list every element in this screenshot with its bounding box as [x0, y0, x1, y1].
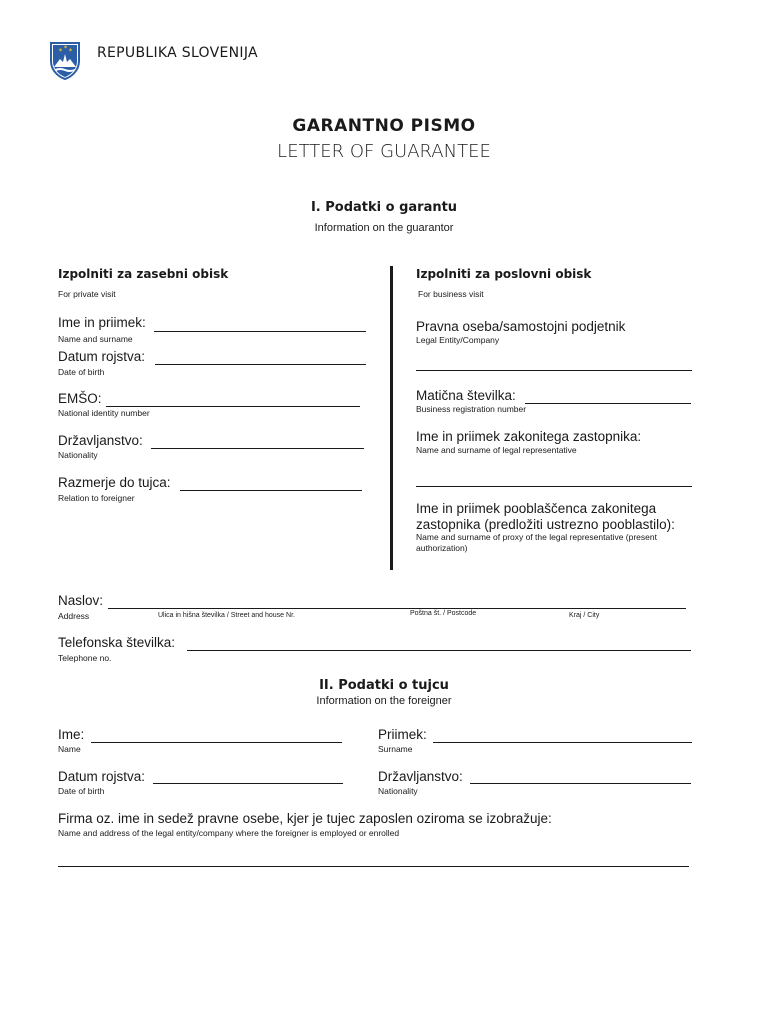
- foreigner-surname-label: Priimek:: [378, 727, 427, 742]
- employer-field[interactable]: [58, 866, 689, 867]
- section1-title: I. Podatki o garantu: [310, 200, 458, 215]
- guarantor-nationality-en: Nationality: [58, 450, 98, 460]
- foreigner-name-field[interactable]: [91, 742, 342, 743]
- section2-title: II. Podatki o tujcu: [319, 678, 449, 693]
- guarantor-name-label: Ime in priimek:: [58, 315, 146, 330]
- guarantor-dob-field[interactable]: [155, 364, 366, 365]
- guarantor-relation-en: Relation to foreigner: [58, 493, 135, 503]
- private-heading-en: For private visit: [58, 289, 116, 299]
- guarantor-relation-field[interactable]: [180, 490, 362, 491]
- svg-text:✶: ✶: [63, 44, 69, 51]
- business-heading: Izpolniti za poslovni obisk: [416, 267, 592, 281]
- guarantor-emso-en: National identity number: [58, 408, 150, 418]
- foreigner-nationality-label: Državljanstvo:: [378, 769, 463, 784]
- phone-en: Telephone no.: [58, 653, 112, 663]
- employer-label: Firma oz. ime in sedež pravne osebe, kjer je tujec zaposlen oziroma se izobražuje:: [58, 811, 552, 826]
- address-label: Naslov:: [58, 593, 104, 608]
- foreigner-surname-field[interactable]: [433, 742, 692, 743]
- section1-subtitle: Information on the guarantor: [314, 222, 454, 234]
- address-field[interactable]: [108, 608, 686, 609]
- proxy-label-line1: Ime in priimek pooblaščenca zakonitega: [416, 501, 657, 516]
- representative-en: Name and surname of legal representative: [416, 445, 577, 455]
- legal-entity-label: Pravna oseba/samostojni podjetnik: [416, 319, 626, 334]
- representative-field[interactable]: [416, 486, 692, 487]
- employer-en: Name and address of the legal entity/company where the foreigner is employed or enrolled: [58, 828, 400, 838]
- phone-label: Telefonska številka:: [58, 635, 176, 650]
- reg-number-label: Matična številka:: [416, 388, 516, 403]
- document-subtitle: LETTER OF GUARANTEE: [277, 141, 491, 162]
- foreigner-nationality-en: Nationality: [378, 786, 418, 796]
- phone-field[interactable]: [187, 650, 691, 651]
- section2-subtitle: Information on the foreigner: [316, 695, 452, 707]
- foreigner-name-en: Name: [58, 744, 81, 754]
- guarantor-emso-field[interactable]: [106, 406, 360, 407]
- guarantor-name-field[interactable]: [154, 331, 366, 332]
- guarantor-dob-en: Date of birth: [58, 367, 105, 377]
- proxy-en-line2: authorization): [416, 543, 468, 553]
- guarantor-relation-label: Razmerje do tujca:: [58, 475, 171, 490]
- private-heading: Izpolniti za zasebni obisk: [58, 267, 229, 281]
- foreigner-dob-en: Date of birth: [58, 786, 105, 796]
- guarantor-nationality-field[interactable]: [151, 448, 364, 449]
- guarantor-dob-label: Datum rojstva:: [58, 349, 146, 364]
- reg-number-field[interactable]: [525, 403, 691, 404]
- foreigner-nationality-field[interactable]: [470, 783, 691, 784]
- svg-text:✶: ✶: [58, 47, 64, 54]
- guarantor-name-en: Name and surname: [58, 334, 133, 344]
- proxy-label-line2: zastopnika (predložiti ustrezno pooblastilo):: [416, 517, 675, 532]
- foreigner-surname-en: Surname: [378, 744, 413, 754]
- legal-entity-en: Legal Entity/Company: [416, 335, 500, 345]
- proxy-en-line1: Name and surname of proxy of the legal representative (present: [416, 532, 657, 542]
- foreigner-dob-label: Datum rojstva:: [58, 769, 146, 784]
- coat-of-arms-icon: [49, 41, 81, 81]
- address-en: Address: [58, 611, 90, 621]
- legal-entity-field[interactable]: [416, 370, 692, 371]
- address-street-hint: Ulica in hišna številka / Street and house Nr.: [158, 612, 295, 619]
- business-heading-en: For business visit: [418, 289, 484, 299]
- document-title: GARANTNO PISMO: [292, 116, 476, 136]
- foreigner-dob-field[interactable]: [153, 783, 343, 784]
- column-divider: [390, 266, 393, 570]
- country-name: REPUBLIKA SLOVENIJA: [97, 45, 258, 61]
- foreigner-name-label: Ime:: [58, 727, 85, 742]
- svg-text:✶: ✶: [68, 47, 74, 54]
- representative-label: Ime in priimek zakonitega zastopnika:: [416, 429, 642, 444]
- address-city-hint: Kraj / City: [569, 612, 600, 619]
- guarantor-nationality-label: Državljanstvo:: [58, 433, 143, 448]
- address-postcode-hint: Poštna št. / Postcode: [410, 610, 477, 617]
- guarantor-emso-label: EMŠO:: [58, 391, 102, 406]
- reg-number-en: Business registration number: [416, 404, 527, 414]
